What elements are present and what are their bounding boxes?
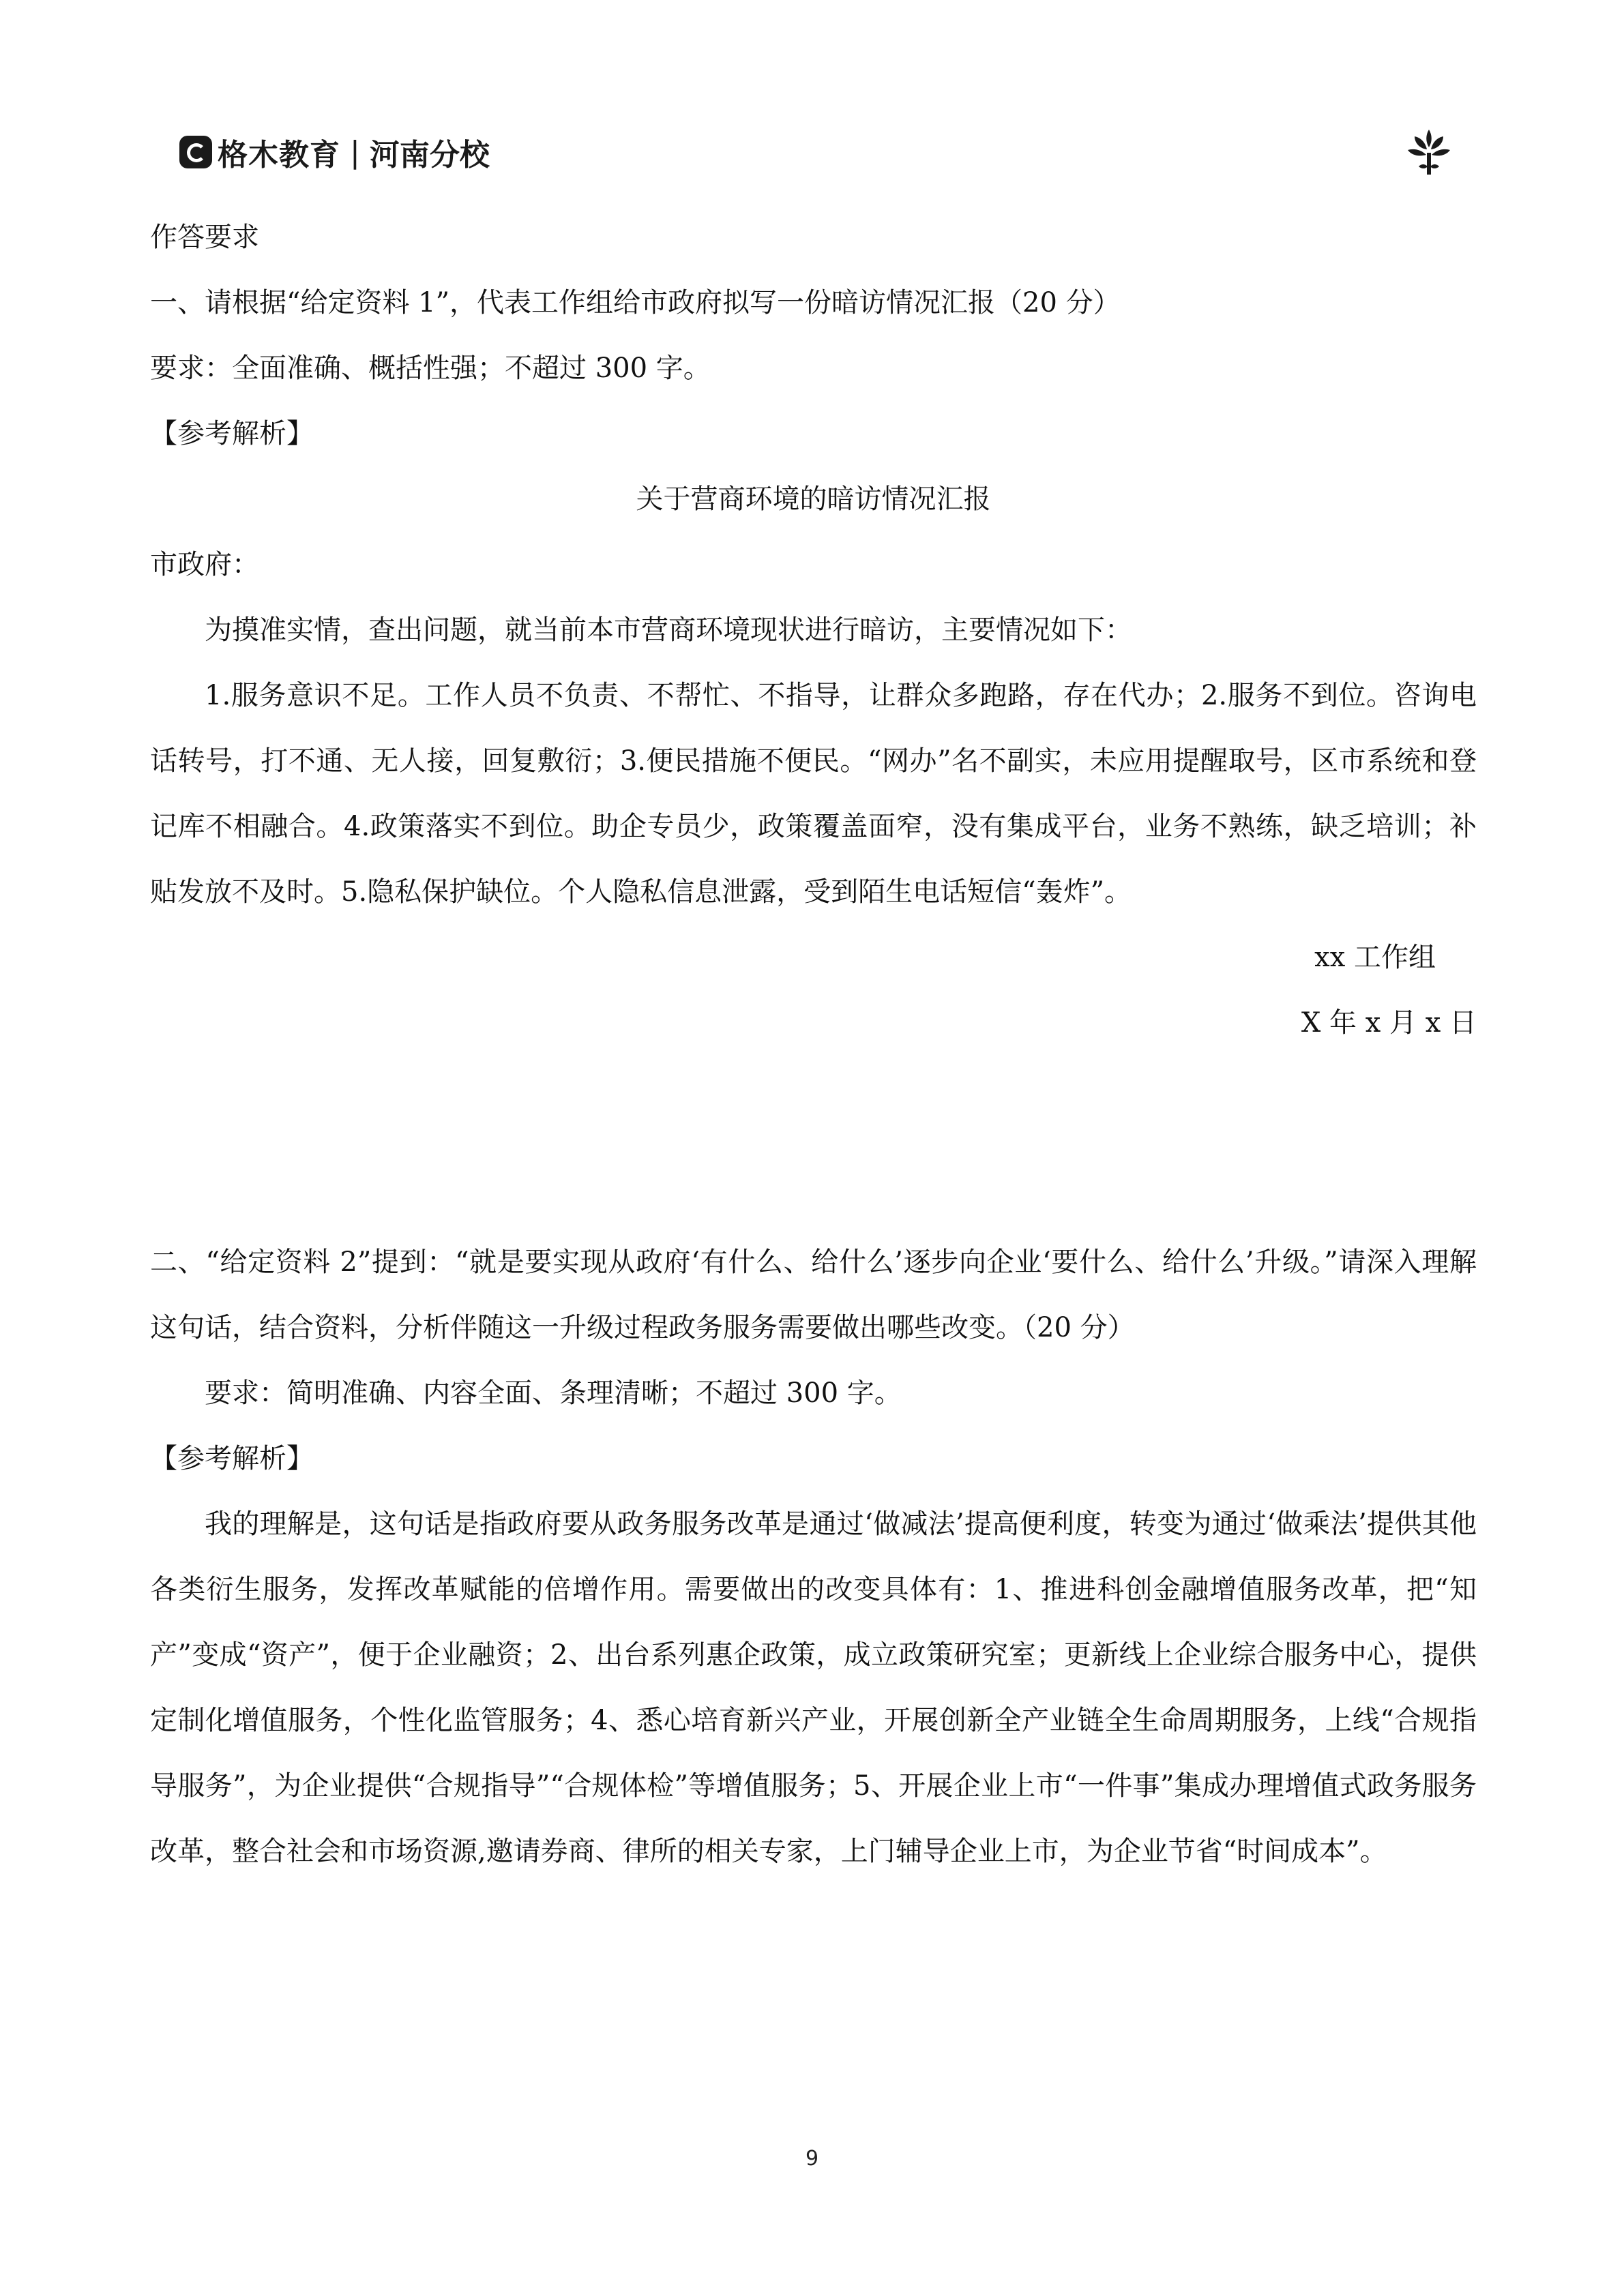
- question-2-requirement: 要求：简明准确、内容全面、条理清晰；不超过 300 字。: [205, 1377, 902, 1409]
- tree-logo-icon: [1405, 127, 1453, 176]
- branch-name: 河南分校: [369, 138, 490, 173]
- report-body: 1.服务意识不足。工作人员不负责、不帮忙、不指导，让群众多跑路，存在代办；2.服务不到位。咨询电话转号，打不通、无人接，回复敷衍；3.便民措施不便民。“网办”名不副实，未应用提醒取号，区市系统和登记库不相融合。4.政策落实不到位。助企专员少，政策覆盖面窄，没有集成平台，业务不熟练，缺乏培训；补贴发放不及时。5.隐私保护缺位。个人隐私信息泄露，受到陌生电话短信“轰炸”。: [150, 680, 1477, 908]
- question-2-analysis-label: 【参考解析】: [150, 1443, 314, 1474]
- report-signature: xx 工作组: [1314, 942, 1436, 973]
- report-intro: 为摸准实情，查出问题，就当前本市营商环境现状进行暗访，主要情况如下：: [205, 614, 1132, 646]
- brand-separator: |: [350, 134, 360, 170]
- report-date: X 年 x 月 x 日: [1301, 1007, 1477, 1039]
- brand-name: 格木教育: [218, 138, 340, 173]
- report-salutation: 市政府：: [150, 549, 259, 580]
- page-number: 9: [805, 2147, 819, 2171]
- question-1-requirement: 要求：全面准确、概括性强；不超过 300 字。: [150, 353, 711, 384]
- report-title: 关于营商环境的暗访情况汇报: [636, 483, 991, 515]
- header: [179, 128, 490, 176]
- document-body: [150, 205, 1477, 1884]
- section-heading: 作答要求: [150, 222, 259, 253]
- question-2-answer: 我的理解是，这句话是指政府要从政务服务改革是通过‘做减法’提高便利度，转变为通过‘做乘法’提供其他各类衍生服务，发挥改革赋能的倍增作用。需要做出的改变具体有：1、推进科创金融增值服务改革，把“知产”变成“资产”，便于企业融资；2、出台系列惠企政策，成立政策研究室；更新线上企业综合服务中心，提供定制化增值服务，个性化监管服务；4、悉心培育新兴产业，开展创新全产业链全生命周期服务，上线“合规指导服务”，为企业提供“合规指导”“合规体检”等增值服务；5、开展企业上市“一件事”集成办理增值式政务服务改革，整合社会和市场资源,邀请券商、律所的相关专家，上门辅导企业上市，为企业节省“时间成本”。: [150, 1508, 1477, 1867]
- question-1-analysis-label: 【参考解析】: [150, 418, 314, 449]
- question-2: 二、“给定资料 2”提到：“就是要实现从政府‘有什么、给什么’逐步向企业‘要什么、给什么’升级。”请深入理解这句话，结合资料，分析伴随这一升级过程政务服务需要做出哪些改变。（20 分）: [150, 1247, 1477, 1343]
- logo-icon: [179, 136, 212, 168]
- question-1: 一、请根据“给定资料 1”，代表工作组给市政府拟写一份暗访情况汇报（20 分）: [150, 287, 1121, 318]
